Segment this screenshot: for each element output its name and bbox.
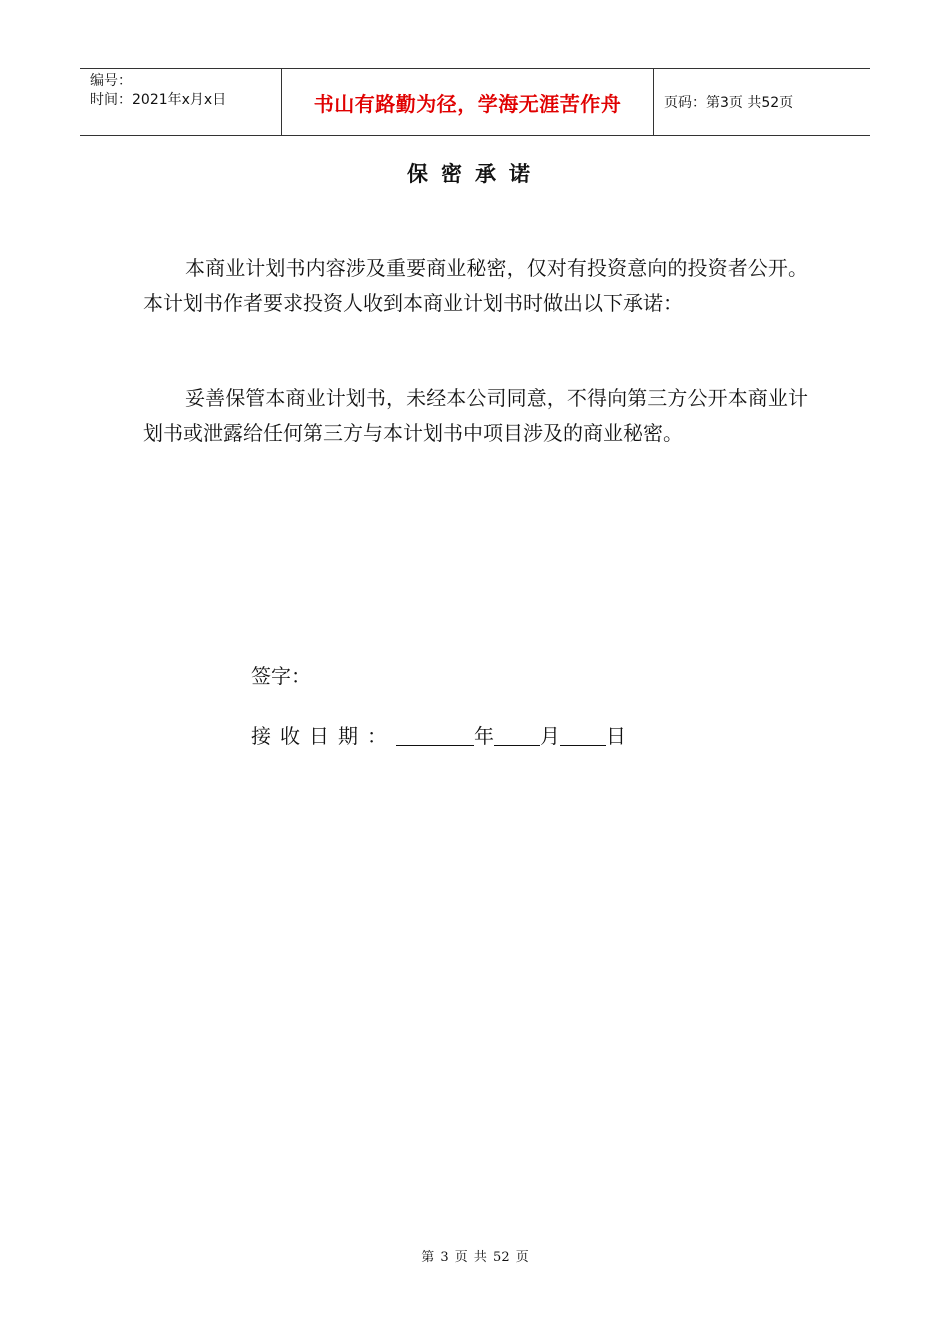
page-title: 保密承诺 [407, 161, 543, 186]
document-number-label: 编号： [90, 73, 132, 89]
confidentiality-paragraph-2: 妥善保管本商业计划书，未经本公司同意，不得向第三方公开本商业计划书或泄露给任何第三方与本计划书中项目涉及的商业秘密。 [143, 386, 808, 445]
month-label: 月 [540, 724, 560, 748]
confidentiality-paragraph-1: 本商业计划书内容涉及重要商业秘密，仅对有投资意向的投资者公开。本计划书作者要求投资人收到本商业计划书时做出以下承诺： [143, 256, 808, 315]
receipt-date-label: 接收日期： [251, 724, 396, 748]
receipt-date-row [251, 720, 626, 749]
header-page-info: 页码：第3页 共52页 [664, 95, 794, 111]
day-blank[interactable] [560, 723, 606, 746]
signature-label: 签字： [251, 664, 311, 688]
month-blank[interactable] [494, 723, 540, 746]
header-meta [80, 69, 281, 135]
document-date-label: 时间：2021年x月x日 [90, 92, 227, 108]
page-header [80, 68, 870, 136]
day-label: 日 [606, 724, 626, 748]
header-motto: 书山有路勤为径，学海无涯苦作舟 [281, 69, 654, 135]
year-label: 年 [474, 724, 494, 748]
year-blank[interactable] [396, 723, 474, 746]
page-footer: 第 3 页 共 52 页 [421, 1250, 529, 1265]
